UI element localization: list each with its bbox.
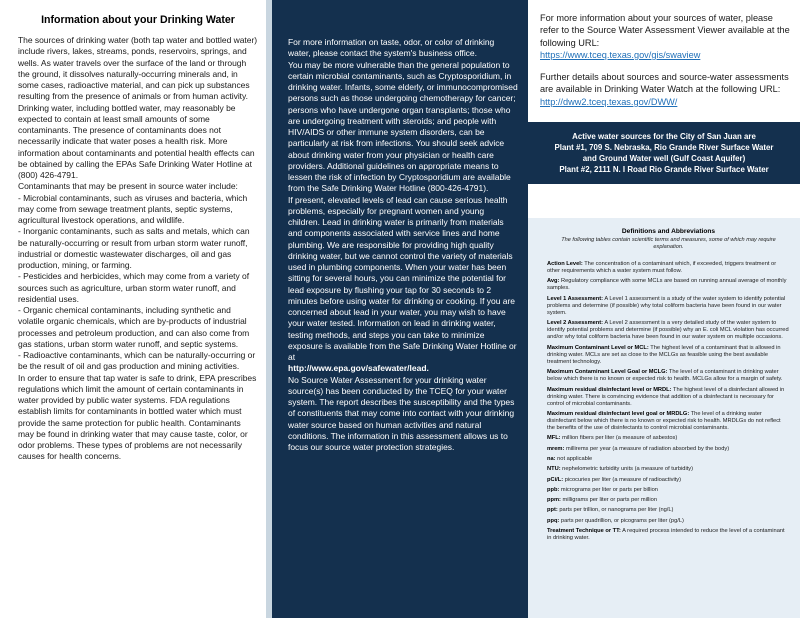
definition-text: The level of a drinking water disinfectant below which there is no known or expected risk to health. MRDLGs do not reflect the benefits of the use of disinfectants to control microbial contaminants. xyxy=(547,411,781,432)
definition-term: Level 2 Assessment: xyxy=(547,320,604,327)
swa-viewer-paragraph xyxy=(540,12,790,61)
definition-term: Level 1 Assessment: xyxy=(547,295,604,302)
health-info-text: For more information on taste, odor, or color of drinking water, please contact the system's business office. You may be more vulnerable than the general population to certain microbial contaminants, such as Cryptosporidium, in drinking water. Infants, some elderly, or immunocompromised persons such as those undergoing chemotherapy for cancer; persons who have undergone organ transplants; those who are undergoing treatment with steroids; and people with HIV/AIDS or other immune system disorders, can be particularly at risk from infections. You should seek advice about drinking water from your physician or health care providers. Additional guidelines on appropriate means to lessen the risk of infection by Cryptosporidium are available from the Safe Drinking Water Hotline (800-426-4791). If present, elevated levels of lead can cause serious health problems, especially for pregnant women and young children. Lead in drinking water is primarily from materials and components associated with service lines and home plumbing. We are responsible for providing high quality drinking water, but we cannot control the variety of materials used in plumbing components. When your water has been sitting for several hours, you can minimize the potential for lead exposure by flushing your tap for 30 seconds to 2 minutes before using water for drinking or cooking. If you are concerned about lead in your water, you may wish to have your water tested. Information on lead in drinking water, testing methods, and steps you can take to minimize exposure is available from the Safe Drinking Water Hotline or at xyxy=(288,37,518,362)
definition-item xyxy=(547,518,790,525)
definition-text: A Level 1 assessment is a study of the water system to identify potential problems and determine (if possible) why total coliform bacteria have been found in our water system. xyxy=(547,295,786,316)
definition-term: ppm: xyxy=(547,497,561,504)
drinking-water-watch-text: Further details about sources and source-water assessments are available in Drinking Water Watch at the following URL: xyxy=(540,72,789,95)
definition-item xyxy=(547,528,790,542)
definition-item xyxy=(547,296,790,317)
definition-text: parts per quadrillion, or picograms per liter (pg/L) xyxy=(559,517,684,524)
definition-item xyxy=(547,477,790,484)
definition-item xyxy=(547,446,790,453)
definition-item xyxy=(547,369,790,383)
definition-text: milligrams per liter or parts per million xyxy=(560,497,657,504)
definition-text: The concentration of a contaminant which, if exceeded, triggers treatment or other requirements which a water system must follow. xyxy=(547,261,777,275)
definition-item xyxy=(547,387,790,408)
definition-item xyxy=(547,487,790,494)
definition-term: ppq: xyxy=(547,517,560,524)
epa-lead-link[interactable]: http://www.epa.gov/safewater/lead. xyxy=(288,363,429,374)
definition-text: The level of a contaminant in drinking water below which there is no known or expected risk to health. MCLGs allow for a margin of safety. xyxy=(547,369,783,383)
definition-term: ppb: xyxy=(547,486,560,493)
drinking-water-info-column xyxy=(0,0,272,618)
definition-term: Treatment Technique or TT: xyxy=(547,528,621,534)
sources-line: Active water sources for the City of San Juan are xyxy=(572,132,756,142)
drinking-water-watch-paragraph xyxy=(540,71,790,108)
definition-term: Maximum Contaminant Level or MCL: xyxy=(547,344,649,351)
definition-text: micrograms per liter or parts per billion xyxy=(559,486,658,493)
definition-text: Regulatory compliance with some MCLs are based on running annual average of monthly samples. xyxy=(547,278,787,292)
source-water-assessment-text: No Source Water Assessment for your drinking water source(s) has been conducted by the TCEQ for your water system. The report describes the susceptibility and the types of constituents that may come into contact with your drinking water source based on human activities and natural conditions. The information in this assessment allows us to focus our source water protection strategies. xyxy=(288,374,515,452)
definition-item xyxy=(547,345,790,366)
definition-item xyxy=(547,278,790,292)
definition-item xyxy=(547,456,790,463)
sources-line: and Ground Water well (Gulf Coast Aquifer) xyxy=(582,154,746,164)
definition-text: picocuries per liter (a measure of radioactivity) xyxy=(563,476,682,483)
definition-text: nephelometric turbidity units (a measure of turbidity) xyxy=(560,466,694,473)
swa-viewer-text: For more information about your sources of water, please refer to the Source Water Assessment Viewer available at the following URL: xyxy=(540,13,790,48)
definition-item xyxy=(547,435,790,442)
definition-text: A required process intended to reduce the level of a contaminant in drinking water. xyxy=(547,528,785,542)
definition-item xyxy=(547,320,790,341)
drinking-water-info-text: The sources of drinking water (both tap water and bottled water) include rivers, lakes, streams, ponds, reservoirs, springs, and wells. As water travels over the surface of the land or through the ground, it dissolves naturally-occurring minerals and, in some cases, radioactive material, and can pick up substances resulting from the presence of animals or from human activity. Drinking water, including bottled water, may reasonably be expected to contain at least small amounts of some contaminants. The presence of contaminants does not necessarily indicate that water poses a health risk. More information about contaminants and potential health effects can be obtained by calling the EPAs Safe Drinking Water Hotline at (800) 426-4791. Contaminants that may be present in source water include: - Microbial contaminants, such as viruses and bacteria, which may come from sewage treatment plants, septic systems, agricultural livestock operations, and wildlife. - Inorganic contaminants, such as salts and metals, which can be naturally-occurring or result from urban storm water runoff, industrial or domestic wastewater discharges, oil and gas production, mining, or farming. - Pesticides and herbicides, which may come from a variety of sources such as agriculture, urban storm water runoff, and residential uses. - Organic chemical contaminants, including synthetic and volatile organic chemicals, which are by-products of industrial processes and petroleum production, and can also come from gas stations, urban storm water runoff, and septic systems. - Radioactive contaminants, which can be naturally-occurring or be the result of oil and gas production and mining activities. In order to ensure that tap water is safe to drink, EPA prescribes regulations which limit the amount of certain contaminants in water provided by public water systems. FDA regulations establish limits for contaminants in bottled water which must provide the same protection for public health. Contaminants may be found in drinking water that may cause taste, color, or odor problems. These types of problems are not necessarily causes for health concerns. xyxy=(18,35,258,462)
definition-text: million fibers per liter (a measure of asbestos) xyxy=(560,435,678,442)
definition-text: millirems per year (a measure of radiation absorbed by the body) xyxy=(564,445,730,452)
definition-text: The highest level of a contaminant that is allowed in drinking water. MCLs are set as close to the MCLGs as feasible using the best available treatment technology. xyxy=(547,344,781,365)
active-water-sources-box xyxy=(528,122,800,184)
definition-item xyxy=(547,507,790,514)
definition-term: MFL: xyxy=(547,435,561,442)
swa-viewer-link[interactable]: https://www.tceq.texas.gov/gis/swaview xyxy=(540,49,701,60)
health-info-column xyxy=(272,0,528,618)
drinking-water-watch-link[interactable]: http://dww2.tceq.texas.gov/DWW/ xyxy=(540,96,678,107)
column-title: Information about your Drinking Water xyxy=(41,14,235,26)
definition-item xyxy=(547,261,790,275)
definition-item xyxy=(547,466,790,473)
definition-term: Maximum residual disinfectant level goal or MRDLG: xyxy=(547,411,690,417)
definitions-intro: The following tables contain scientific terms and measures, some of which may require explanation. xyxy=(561,237,776,250)
definition-item xyxy=(547,497,790,504)
definition-term: na: xyxy=(547,456,556,463)
definition-term: ppt: xyxy=(547,507,558,514)
definition-term: pCi/L: xyxy=(547,476,564,483)
definition-text: The highest level of a disinfectant allowed in drinking water. There is convincing evidence that addition of a disinfectant is necessary for control of microbial contaminants. xyxy=(547,386,785,407)
definitions-title: Definitions and Abbreviations xyxy=(621,228,716,235)
sources-line: Plant #1, 709 S. Nebraska, Rio Grande River Surface Water xyxy=(554,143,774,153)
definitions-box xyxy=(528,218,800,618)
definition-term: Action Level: xyxy=(547,261,583,267)
definition-text: A Level 2 assessment is a very detailed study of the water system to identify potential problems and determine (if possible) why an E. coli MCL violation has occurred and/or why total coliform bacteria have been found in our water system on multiple occasions. xyxy=(547,320,789,341)
definition-item xyxy=(547,411,790,432)
definition-term: Maximum residual disinfectant level or MRDL: xyxy=(547,386,672,393)
definition-text: parts per trillion, or nanograms per liter (ng/L) xyxy=(557,507,674,514)
definition-term: Avg: xyxy=(547,278,560,285)
sources-line: Plant #2, 2111 N. I Road Rio Grande River Surface Water xyxy=(559,165,769,175)
definition-term: Maximum Contaminant Level Goal or MCLG: xyxy=(547,369,668,376)
definition-term: mrem: xyxy=(547,445,565,452)
definition-term: NTU: xyxy=(547,466,561,473)
definition-text: not applicable xyxy=(555,456,593,463)
